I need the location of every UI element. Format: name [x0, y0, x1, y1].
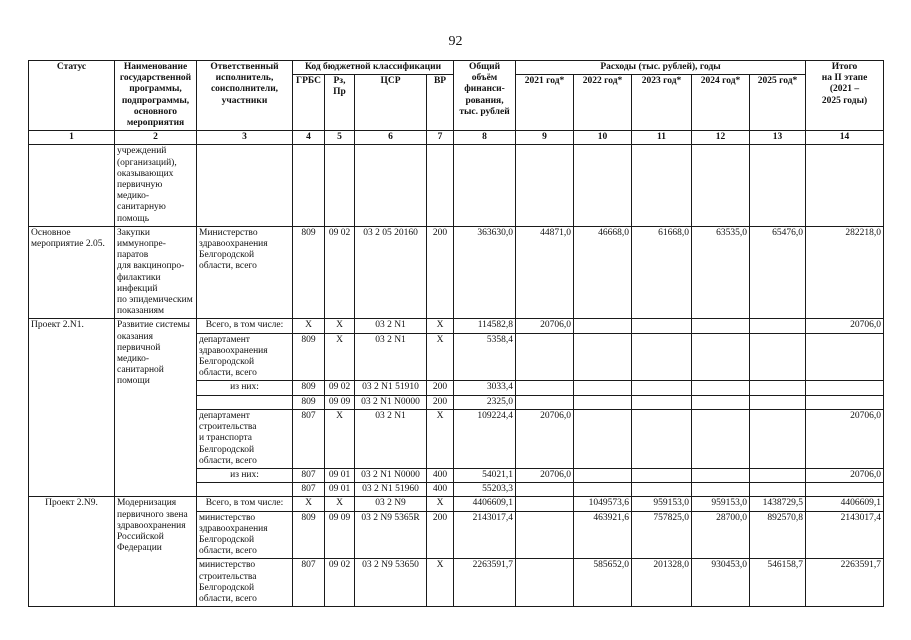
- cell-2025: 546158,7: [750, 559, 806, 607]
- cell-stage-total: 4406609,1: [806, 497, 884, 511]
- cell-2024: 959153,0: [692, 497, 750, 511]
- cell-stage-total: 282218,0: [806, 226, 884, 319]
- cell-total: 363630,0: [454, 226, 516, 319]
- col-number: 11: [632, 131, 692, 145]
- header-2021: 2021 год*: [516, 75, 574, 131]
- header-grbs: ГРБС: [293, 75, 325, 131]
- cell-csr: 03 2 N1: [355, 319, 427, 333]
- header-2023: 2023 год*: [632, 75, 692, 131]
- cell-grbs: 807: [293, 468, 325, 482]
- budget-table: [28, 60, 884, 607]
- page-number: 92: [448, 34, 463, 49]
- cell-status: Основное мероприятие 2.05.: [29, 226, 115, 319]
- cell-2024: 930453,0: [692, 559, 750, 607]
- cell-total: 55203,3: [454, 483, 516, 497]
- col-number: 5: [325, 131, 355, 145]
- cell-csr: 03 2 N1 51960: [355, 483, 427, 497]
- cell-vr: Х: [427, 497, 454, 511]
- col-number: 6: [355, 131, 427, 145]
- cell-2022: 1049573,6: [574, 497, 632, 511]
- cell-stage-total: 20706,0: [806, 409, 884, 468]
- cell-total: 114582,8: [454, 319, 516, 333]
- table-row: [29, 226, 884, 319]
- header-2025: 2025 год*: [750, 75, 806, 131]
- cell-rzpr: 09 09: [325, 395, 355, 409]
- col-number: 7: [427, 131, 454, 145]
- cell-stage-total: 2263591,7: [806, 559, 884, 607]
- col-number: 8: [454, 131, 516, 145]
- cell-name: Развитие системы оказания первичной медико- санитарной помощи: [115, 319, 197, 497]
- header-expenses: Расходы (тыс. рублей), годы: [516, 61, 806, 75]
- cell-rzpr: 09 01: [325, 483, 355, 497]
- cell-csr: 03 2 N9 53650: [355, 559, 427, 607]
- cell-total: 2325,0: [454, 395, 516, 409]
- column-numbers-row: [29, 131, 884, 145]
- cell-grbs: 807: [293, 559, 325, 607]
- cell-grbs: 809: [293, 511, 325, 559]
- cell-rzpr: 09 01: [325, 468, 355, 482]
- cell-rzpr: 09 02: [325, 559, 355, 607]
- header-budget-code: Код бюджетной классификации: [293, 61, 454, 75]
- cell-responsible: министерство строительства Белгородской области, всего: [197, 559, 293, 607]
- cell-total: 54021,1: [454, 468, 516, 482]
- cell-total: 3033,4: [454, 381, 516, 395]
- col-number: 10: [574, 131, 632, 145]
- cell-grbs: Х: [293, 319, 325, 333]
- cell-vr: Х: [427, 559, 454, 607]
- cell-csr: 03 2 N1: [355, 409, 427, 468]
- cell-total: 4406609,1: [454, 497, 516, 511]
- col-number: 12: [692, 131, 750, 145]
- cell-responsible: Всего, в том числе:: [197, 497, 293, 511]
- cell-status: Проект 2.N9.: [29, 497, 115, 607]
- cell-grbs: 809: [293, 333, 325, 381]
- header-vr: ВР: [427, 75, 454, 131]
- cell-2021: 44871,0: [516, 226, 574, 319]
- cell-csr: 03 2 N1 51910: [355, 381, 427, 395]
- header-2022: 2022 год*: [574, 75, 632, 131]
- cell-responsible: департамент строительства и транспорта Белгородской области, всего: [197, 409, 293, 468]
- cell-2024: 63535,0: [692, 226, 750, 319]
- cell-vr: Х: [427, 319, 454, 333]
- cell-grbs: Х: [293, 497, 325, 511]
- cell-total: 5358,4: [454, 333, 516, 381]
- cell-status: Проект 2.N1.: [29, 319, 115, 497]
- cell-rzpr: Х: [325, 497, 355, 511]
- cell-csr: 03 2 N1: [355, 333, 427, 381]
- cell-vr: 200: [427, 395, 454, 409]
- cell-2023: 757825,0: [632, 511, 692, 559]
- cell-2023: 201328,0: [632, 559, 692, 607]
- cell-responsible: министерство здравоохранения Белгородской области, всего: [197, 511, 293, 559]
- header-2024: 2024 год*: [692, 75, 750, 131]
- header-rzpr: Рз, Пр: [325, 75, 355, 131]
- cell-2023: 959153,0: [632, 497, 692, 511]
- cell-grbs: 807: [293, 409, 325, 468]
- cell-2022: 585652,0: [574, 559, 632, 607]
- cell-stage-total: 20706,0: [806, 468, 884, 482]
- header-status: Статус: [29, 61, 115, 131]
- cell-vr: 200: [427, 511, 454, 559]
- cell-rzpr: 09 02: [325, 381, 355, 395]
- table-row: [29, 497, 884, 511]
- cell-stage-total: 20706,0: [806, 319, 884, 333]
- cell-2021: 20706,0: [516, 468, 574, 482]
- col-number: 1: [29, 131, 115, 145]
- cell-name: Модернизация первичного звена здравоохранения Российской Федерации: [115, 497, 197, 607]
- col-number: 9: [516, 131, 574, 145]
- cell-grbs: 809: [293, 226, 325, 319]
- cell-name: учреждений (организаций), оказывающих первичную медико- санитарную помощь: [115, 145, 197, 226]
- cell-2025: 892570,8: [750, 511, 806, 559]
- cell-2022: 463921,6: [574, 511, 632, 559]
- cell-2021: 20706,0: [516, 319, 574, 333]
- col-number: 2: [115, 131, 197, 145]
- cell-responsible: Всего, в том числе:: [197, 319, 293, 333]
- cell-csr: 03 2 N1 N0000: [355, 468, 427, 482]
- cell-vr: 200: [427, 226, 454, 319]
- cell-vr: 200: [427, 381, 454, 395]
- cell-total: 109224,4: [454, 409, 516, 468]
- col-number: 3: [197, 131, 293, 145]
- cell-responsible: департамент здравоохранения Белгородской области, всего: [197, 333, 293, 381]
- cell-2022: 46668,0: [574, 226, 632, 319]
- cell-csr: 03 2 N1 N0000: [355, 395, 427, 409]
- col-number: 14: [806, 131, 884, 145]
- cell-total: 2143017,4: [454, 511, 516, 559]
- cell-rzpr: Х: [325, 333, 355, 381]
- cell-grbs: 807: [293, 483, 325, 497]
- cell-2025: 65476,0: [750, 226, 806, 319]
- cell-rzpr: 09 09: [325, 511, 355, 559]
- cell-2023: 61668,0: [632, 226, 692, 319]
- table-row: [29, 145, 884, 226]
- cell-responsible: из них:: [197, 468, 293, 482]
- cell-2025: 1438729,5: [750, 497, 806, 511]
- cell-2021: 20706,0: [516, 409, 574, 468]
- cell-grbs: 809: [293, 395, 325, 409]
- cell-name: Закупки иммунопре- паратов для вакцинопро- филактики инфекций по эпидемическим показаниям: [115, 226, 197, 319]
- cell-vr: 400: [427, 483, 454, 497]
- cell-responsible: из них:: [197, 381, 293, 395]
- cell-csr: 03 2 N9: [355, 497, 427, 511]
- cell-vr: Х: [427, 409, 454, 468]
- col-number: 4: [293, 131, 325, 145]
- cell-stage-total: 2143017,4: [806, 511, 884, 559]
- cell-rzpr: 09 02: [325, 226, 355, 319]
- header-csr: ЦСР: [355, 75, 427, 131]
- cell-csr: 03 2 N9 5365R: [355, 511, 427, 559]
- cell-total: 2263591,7: [454, 559, 516, 607]
- col-number: 13: [750, 131, 806, 145]
- cell-rzpr: Х: [325, 319, 355, 333]
- cell-rzpr: Х: [325, 409, 355, 468]
- cell-vr: 400: [427, 468, 454, 482]
- cell-2024: 28700,0: [692, 511, 750, 559]
- cell-vr: Х: [427, 333, 454, 381]
- header-stage-total: Итого на II этапе (2021 – 2025 годы): [806, 61, 884, 131]
- header-name: Наименование государственной программы, подпрограммы, основного мероприятия: [115, 61, 197, 131]
- table-row: [29, 319, 884, 333]
- header-responsible: Ответственный исполнитель, соисполнители, участники: [197, 61, 293, 131]
- cell-responsible: Министерство здравоохранения Белгородской области, всего: [197, 226, 293, 319]
- cell-csr: 03 2 05 20160: [355, 226, 427, 319]
- cell-grbs: 809: [293, 381, 325, 395]
- header-total: Общий объём финанси- рования, тыс. рублей: [454, 61, 516, 131]
